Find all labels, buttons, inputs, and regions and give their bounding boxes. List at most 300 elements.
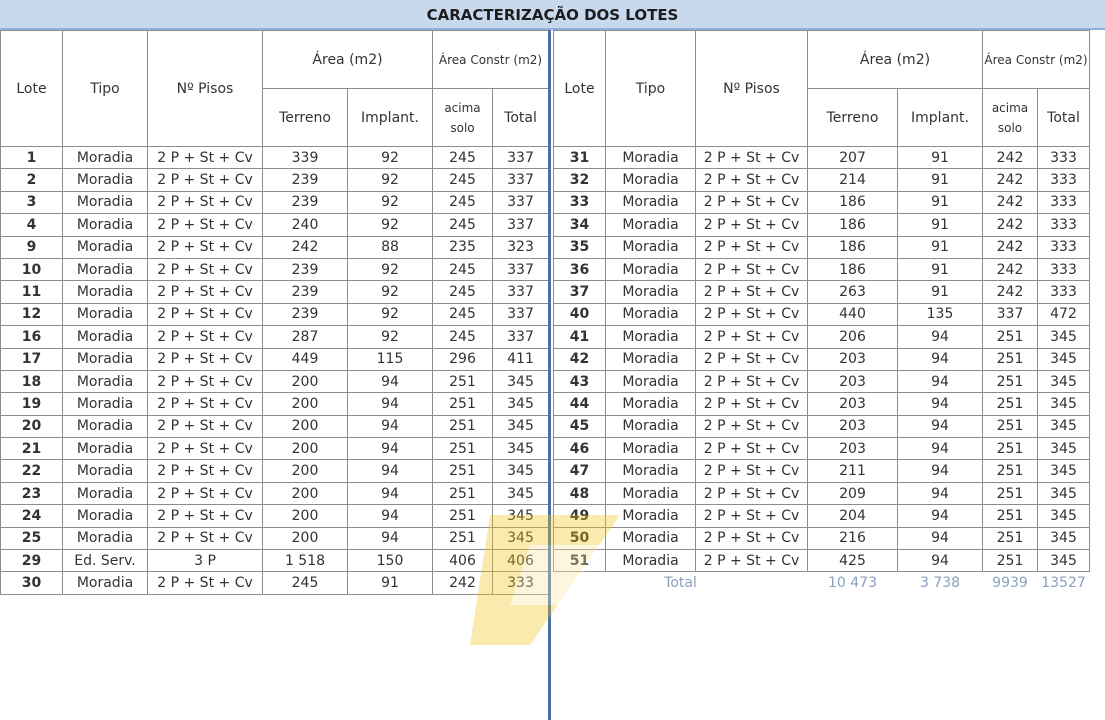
cell-acima-solo: 245 <box>433 191 493 213</box>
cell-tipo: Moradia <box>63 326 148 348</box>
cell-terreno: 200 <box>263 393 348 415</box>
cell-implant: 94 <box>898 460 983 482</box>
cell-terreno: 200 <box>263 460 348 482</box>
cell-implant: 94 <box>898 482 983 504</box>
table-row <box>554 214 1090 236</box>
cell-lote: 33 <box>554 191 606 213</box>
table-row <box>1 527 549 549</box>
cell-terreno: 203 <box>808 415 898 437</box>
cell-lote: 3 <box>1 191 63 213</box>
cell-total: 345 <box>1038 348 1090 370</box>
cell-lote: 43 <box>554 370 606 392</box>
cell-lote: 51 <box>554 550 606 572</box>
cell-acima-solo: 251 <box>433 415 493 437</box>
cell-terreno: 287 <box>263 326 348 348</box>
cell-pisos: 2 P + St + Cv <box>148 281 263 303</box>
cell-lote: 31 <box>554 147 606 169</box>
cell-terreno: 206 <box>808 326 898 348</box>
cell-pisos: 2 P + St + Cv <box>696 393 808 415</box>
cell-total: 406 <box>493 550 549 572</box>
cell-total: 337 <box>493 147 549 169</box>
table-row <box>554 191 1090 213</box>
cell-total: 333 <box>1038 258 1090 280</box>
cell-total: 345 <box>493 438 549 460</box>
cell-pisos: 2 P + St + Cv <box>148 527 263 549</box>
cell-pisos: 2 P + St + Cv <box>696 147 808 169</box>
cell-implant: 94 <box>898 550 983 572</box>
cell-pisos: 2 P + St + Cv <box>696 169 808 191</box>
table-row <box>1 370 549 392</box>
header-acima-solo: acima solo <box>983 89 1038 147</box>
table-row <box>1 191 549 213</box>
cell-implant: 92 <box>348 303 433 325</box>
cell-lote: 48 <box>554 482 606 504</box>
cell-terreno: 239 <box>263 191 348 213</box>
cell-implant: 91 <box>898 147 983 169</box>
cell-implant: 88 <box>348 236 433 258</box>
cell-acima-solo: 251 <box>433 527 493 549</box>
cell-terreno: 239 <box>263 303 348 325</box>
cell-pisos: 2 P + St + Cv <box>148 505 263 527</box>
cell-terreno: 204 <box>808 505 898 527</box>
cell-tipo: Moradia <box>606 258 696 280</box>
cell-tipo: Moradia <box>606 527 696 549</box>
table-row <box>1 393 549 415</box>
cell-acima-solo: 251 <box>983 370 1038 392</box>
cell-implant: 94 <box>348 460 433 482</box>
cell-pisos: 2 P + St + Cv <box>148 370 263 392</box>
table-row <box>554 258 1090 280</box>
cell-terreno: 200 <box>263 415 348 437</box>
cell-lote: 25 <box>1 527 63 549</box>
header-tipo: Tipo <box>63 31 148 147</box>
cell-total: 337 <box>493 281 549 303</box>
cell-acima-solo: 245 <box>433 169 493 191</box>
cell-acima-solo: 337 <box>983 303 1038 325</box>
cell-pisos: 2 P + St + Cv <box>148 326 263 348</box>
cell-pisos: 2 P + St + Cv <box>696 482 808 504</box>
cell-pisos: 2 P + St + Cv <box>148 258 263 280</box>
cell-terreno: 207 <box>808 147 898 169</box>
cell-pisos: 2 P + St + Cv <box>696 326 808 348</box>
table-row <box>554 527 1090 549</box>
cell-acima-solo: 245 <box>433 214 493 236</box>
cell-acima-solo: 296 <box>433 348 493 370</box>
cell-tipo: Moradia <box>63 415 148 437</box>
cell-acima-solo: 242 <box>983 147 1038 169</box>
cell-implant: 94 <box>348 438 433 460</box>
cell-lote: 1 <box>1 147 63 169</box>
cell-pisos: 2 P + St + Cv <box>696 303 808 325</box>
cell-pisos: 2 P + St + Cv <box>148 303 263 325</box>
header-pisos: Nº Pisos <box>696 31 808 147</box>
cell-lote: 45 <box>554 415 606 437</box>
header-pisos: Nº Pisos <box>148 31 263 147</box>
cell-terreno: 200 <box>263 482 348 504</box>
cell-terreno: 339 <box>263 147 348 169</box>
table-row <box>1 572 549 594</box>
cell-implant: 94 <box>898 348 983 370</box>
cell-terreno: 186 <box>808 191 898 213</box>
header-implant: Implant. <box>898 89 983 147</box>
cell-acima-solo: 251 <box>983 393 1038 415</box>
cell-total: 345 <box>1038 393 1090 415</box>
table-row <box>1 505 549 527</box>
cell-implant: 91 <box>898 236 983 258</box>
cell-implant: 91 <box>898 281 983 303</box>
cell-acima-solo: 242 <box>983 258 1038 280</box>
cell-lote: 21 <box>1 438 63 460</box>
table-row <box>1 169 549 191</box>
totals-row <box>554 572 1090 594</box>
cell-pisos: 2 P + St + Cv <box>696 348 808 370</box>
table-row <box>1 303 549 325</box>
cell-pisos: 2 P + St + Cv <box>148 169 263 191</box>
header-area: Área (m2) <box>808 31 983 89</box>
cell-implant: 91 <box>898 191 983 213</box>
cell-tipo: Moradia <box>63 214 148 236</box>
table-row <box>1 550 549 572</box>
cell-tipo: Moradia <box>63 438 148 460</box>
cell-total: 337 <box>493 258 549 280</box>
cell-lote: 2 <box>1 169 63 191</box>
cell-acima-solo: 251 <box>983 438 1038 460</box>
cell-lote: 22 <box>1 460 63 482</box>
cell-implant: 150 <box>348 550 433 572</box>
cell-acima-solo: 251 <box>983 482 1038 504</box>
cell-tipo: Moradia <box>606 147 696 169</box>
cell-tipo: Moradia <box>606 281 696 303</box>
cell-terreno: 440 <box>808 303 898 325</box>
cell-total: 337 <box>493 326 549 348</box>
cell-total: 411 <box>493 348 549 370</box>
cell-implant: 94 <box>898 370 983 392</box>
cell-total: 345 <box>493 393 549 415</box>
cell-tipo: Moradia <box>606 415 696 437</box>
cell-pisos: 2 P + St + Cv <box>696 527 808 549</box>
cell-acima-solo: 242 <box>983 281 1038 303</box>
cell-pisos: 2 P + St + Cv <box>148 438 263 460</box>
table-row <box>1 460 549 482</box>
cell-tipo: Moradia <box>63 147 148 169</box>
cell-tipo: Moradia <box>606 505 696 527</box>
cell-terreno: 245 <box>263 572 348 594</box>
cell-pisos: 2 P + St + Cv <box>696 438 808 460</box>
header-acima-solo: acima solo <box>433 89 493 147</box>
cell-acima-solo: 251 <box>983 550 1038 572</box>
cell-lote: 42 <box>554 348 606 370</box>
cell-acima-solo: 251 <box>433 438 493 460</box>
cell-terreno: 214 <box>808 169 898 191</box>
cell-tipo: Moradia <box>63 236 148 258</box>
cell-pisos: 3 P <box>148 550 263 572</box>
cell-tipo: Moradia <box>63 258 148 280</box>
cell-tipo: Moradia <box>63 572 148 594</box>
cell-acima-solo: 251 <box>433 505 493 527</box>
cell-acima-solo: 251 <box>433 460 493 482</box>
cell-total: 345 <box>1038 482 1090 504</box>
cell-tipo: Moradia <box>63 393 148 415</box>
cell-total: 345 <box>493 527 549 549</box>
cell-lote: 41 <box>554 326 606 348</box>
cell-total: 333 <box>1038 147 1090 169</box>
cell-terreno: 216 <box>808 527 898 549</box>
lots-table-right <box>553 30 1090 594</box>
cell-pisos: 2 P + St + Cv <box>148 214 263 236</box>
cell-implant: 92 <box>348 147 433 169</box>
table-row <box>554 370 1090 392</box>
cell-pisos: 2 P + St + Cv <box>696 415 808 437</box>
table-row <box>554 348 1090 370</box>
cell-implant: 135 <box>898 303 983 325</box>
cell-pisos: 2 P + St + Cv <box>696 214 808 236</box>
cell-terreno: 203 <box>808 438 898 460</box>
cell-total: 333 <box>1038 214 1090 236</box>
cell-terreno: 425 <box>808 550 898 572</box>
header-lote: Lote <box>1 31 63 147</box>
cell-implant: 94 <box>898 415 983 437</box>
cell-pisos: 2 P + St + Cv <box>696 281 808 303</box>
cell-terreno: 242 <box>263 236 348 258</box>
cell-lote: 23 <box>1 482 63 504</box>
cell-implant: 94 <box>348 505 433 527</box>
cell-pisos: 2 P + St + Cv <box>148 460 263 482</box>
cell-terreno: 186 <box>808 258 898 280</box>
cell-acima-solo: 235 <box>433 236 493 258</box>
header-area: Área (m2) <box>263 31 433 89</box>
cell-implant: 94 <box>348 527 433 549</box>
cell-terreno: 203 <box>808 393 898 415</box>
header-tipo: Tipo <box>606 31 696 147</box>
cell-implant: 94 <box>898 326 983 348</box>
cell-lote: 35 <box>554 236 606 258</box>
cell-implant: 92 <box>348 326 433 348</box>
cell-total: 345 <box>493 370 549 392</box>
header-area-constr: Área Constr (m2) <box>433 31 549 89</box>
cell-lote: 46 <box>554 438 606 460</box>
cell-total: 333 <box>1038 169 1090 191</box>
header-total: Total <box>1038 89 1090 147</box>
cell-lote: 11 <box>1 281 63 303</box>
cell-acima-solo: 251 <box>433 482 493 504</box>
totals-terreno: 10 473 <box>808 572 898 594</box>
cell-tipo: Moradia <box>606 169 696 191</box>
cell-total: 345 <box>493 415 549 437</box>
cell-tipo: Moradia <box>63 527 148 549</box>
cell-pisos: 2 P + St + Cv <box>696 258 808 280</box>
sheet-title: CARACTERIZAÇÃO DOS LOTES <box>0 0 1105 30</box>
cell-total: 345 <box>1038 505 1090 527</box>
header-terreno: Terreno <box>263 89 348 147</box>
cell-acima-solo: 245 <box>433 281 493 303</box>
cell-terreno: 449 <box>263 348 348 370</box>
cell-lote: 29 <box>1 550 63 572</box>
cell-total: 345 <box>1038 550 1090 572</box>
cell-terreno: 200 <box>263 527 348 549</box>
cell-lote: 19 <box>1 393 63 415</box>
cell-pisos: 2 P + St + Cv <box>148 415 263 437</box>
cell-acima-solo: 406 <box>433 550 493 572</box>
cell-terreno: 200 <box>263 370 348 392</box>
cell-pisos: 2 P + St + Cv <box>696 236 808 258</box>
cell-lote: 9 <box>1 236 63 258</box>
totals-implant: 3 738 <box>898 572 983 594</box>
cell-implant: 94 <box>348 482 433 504</box>
cell-tipo: Moradia <box>606 393 696 415</box>
cell-implant: 92 <box>348 214 433 236</box>
cell-total: 345 <box>1038 527 1090 549</box>
cell-tipo: Moradia <box>63 482 148 504</box>
cell-lote: 34 <box>554 214 606 236</box>
table-divider <box>548 30 551 720</box>
cell-implant: 94 <box>348 415 433 437</box>
cell-lote: 17 <box>1 348 63 370</box>
table-row <box>554 482 1090 504</box>
cell-tipo: Moradia <box>63 348 148 370</box>
cell-tipo: Moradia <box>63 370 148 392</box>
cell-lote: 12 <box>1 303 63 325</box>
cell-total: 345 <box>1038 370 1090 392</box>
table-row <box>554 236 1090 258</box>
cell-total: 337 <box>493 169 549 191</box>
cell-acima-solo: 251 <box>433 393 493 415</box>
cell-lote: 4 <box>1 214 63 236</box>
table-row <box>554 147 1090 169</box>
cell-acima-solo: 251 <box>983 460 1038 482</box>
cell-implant: 92 <box>348 169 433 191</box>
cell-tipo: Moradia <box>606 438 696 460</box>
cell-acima-solo: 251 <box>983 348 1038 370</box>
cell-acima-solo: 242 <box>983 214 1038 236</box>
cell-terreno: 200 <box>263 505 348 527</box>
cell-lote: 44 <box>554 393 606 415</box>
table-row <box>1 281 549 303</box>
cell-lote: 40 <box>554 303 606 325</box>
cell-tipo: Moradia <box>606 370 696 392</box>
cell-acima-solo: 251 <box>983 527 1038 549</box>
cell-tipo: Moradia <box>63 460 148 482</box>
cell-implant: 94 <box>348 370 433 392</box>
cell-lote: 47 <box>554 460 606 482</box>
table-row <box>1 214 549 236</box>
cell-implant: 94 <box>898 393 983 415</box>
cell-acima-solo: 251 <box>983 505 1038 527</box>
totals-label: Total <box>554 572 808 594</box>
cell-tipo: Moradia <box>606 326 696 348</box>
cell-terreno: 263 <box>808 281 898 303</box>
cell-tipo: Moradia <box>606 460 696 482</box>
cell-implant: 92 <box>348 258 433 280</box>
totals-total: 13527 <box>1038 572 1090 594</box>
cell-total: 333 <box>1038 281 1090 303</box>
cell-lote: 49 <box>554 505 606 527</box>
cell-implant: 94 <box>898 505 983 527</box>
cell-terreno: 1 518 <box>263 550 348 572</box>
cell-pisos: 2 P + St + Cv <box>696 550 808 572</box>
cell-tipo: Moradia <box>606 214 696 236</box>
cell-implant: 94 <box>898 438 983 460</box>
cell-lote: 10 <box>1 258 63 280</box>
cell-terreno: 211 <box>808 460 898 482</box>
cell-total: 337 <box>493 191 549 213</box>
cell-acima-solo: 251 <box>983 415 1038 437</box>
cell-total: 333 <box>493 572 549 594</box>
cell-implant: 94 <box>898 527 983 549</box>
cell-acima-solo: 242 <box>983 169 1038 191</box>
cell-pisos: 2 P + St + Cv <box>148 348 263 370</box>
cell-total: 337 <box>493 303 549 325</box>
table-row <box>554 326 1090 348</box>
cell-lote: 30 <box>1 572 63 594</box>
cell-lote: 16 <box>1 326 63 348</box>
cell-terreno: 239 <box>263 169 348 191</box>
table-row <box>1 415 549 437</box>
cell-terreno: 200 <box>263 438 348 460</box>
cell-total: 345 <box>493 505 549 527</box>
cell-pisos: 2 P + St + Cv <box>696 191 808 213</box>
header-area-constr: Área Constr (m2) <box>983 31 1090 89</box>
cell-lote: 32 <box>554 169 606 191</box>
cell-terreno: 239 <box>263 258 348 280</box>
cell-implant: 91 <box>898 214 983 236</box>
table-row <box>554 460 1090 482</box>
cell-tipo: Moradia <box>606 550 696 572</box>
cell-tipo: Moradia <box>63 191 148 213</box>
cell-tipo: Moradia <box>63 505 148 527</box>
cell-acima-solo: 242 <box>983 236 1038 258</box>
table-row <box>1 147 549 169</box>
cell-implant: 115 <box>348 348 433 370</box>
table-row <box>554 303 1090 325</box>
cell-acima-solo: 245 <box>433 258 493 280</box>
cell-total: 345 <box>1038 460 1090 482</box>
cell-tipo: Ed. Serv. <box>63 550 148 572</box>
cell-tipo: Moradia <box>606 303 696 325</box>
cell-terreno: 209 <box>808 482 898 504</box>
cell-total: 345 <box>1038 438 1090 460</box>
cell-acima-solo: 245 <box>433 303 493 325</box>
table-row <box>1 236 549 258</box>
cell-implant: 91 <box>348 572 433 594</box>
table-row <box>1 258 549 280</box>
cell-pisos: 2 P + St + Cv <box>696 370 808 392</box>
cell-acima-solo: 245 <box>433 326 493 348</box>
table-row <box>554 393 1090 415</box>
cell-implant: 91 <box>898 169 983 191</box>
table-row <box>554 415 1090 437</box>
cell-tipo: Moradia <box>606 191 696 213</box>
cell-implant: 92 <box>348 281 433 303</box>
table-row <box>554 169 1090 191</box>
cell-tipo: Moradia <box>63 303 148 325</box>
header-total: Total <box>493 89 549 147</box>
table-row <box>1 438 549 460</box>
table-row <box>554 281 1090 303</box>
cell-pisos: 2 P + St + Cv <box>696 460 808 482</box>
cell-total: 323 <box>493 236 549 258</box>
cell-lote: 37 <box>554 281 606 303</box>
cell-terreno: 186 <box>808 236 898 258</box>
cell-pisos: 2 P + St + Cv <box>148 236 263 258</box>
lots-table-left <box>0 30 549 595</box>
cell-total: 333 <box>1038 191 1090 213</box>
cell-total: 345 <box>1038 415 1090 437</box>
cell-lote: 24 <box>1 505 63 527</box>
cell-implant: 92 <box>348 191 433 213</box>
cell-tipo: Moradia <box>606 236 696 258</box>
cell-pisos: 2 P + St + Cv <box>148 572 263 594</box>
cell-terreno: 203 <box>808 348 898 370</box>
